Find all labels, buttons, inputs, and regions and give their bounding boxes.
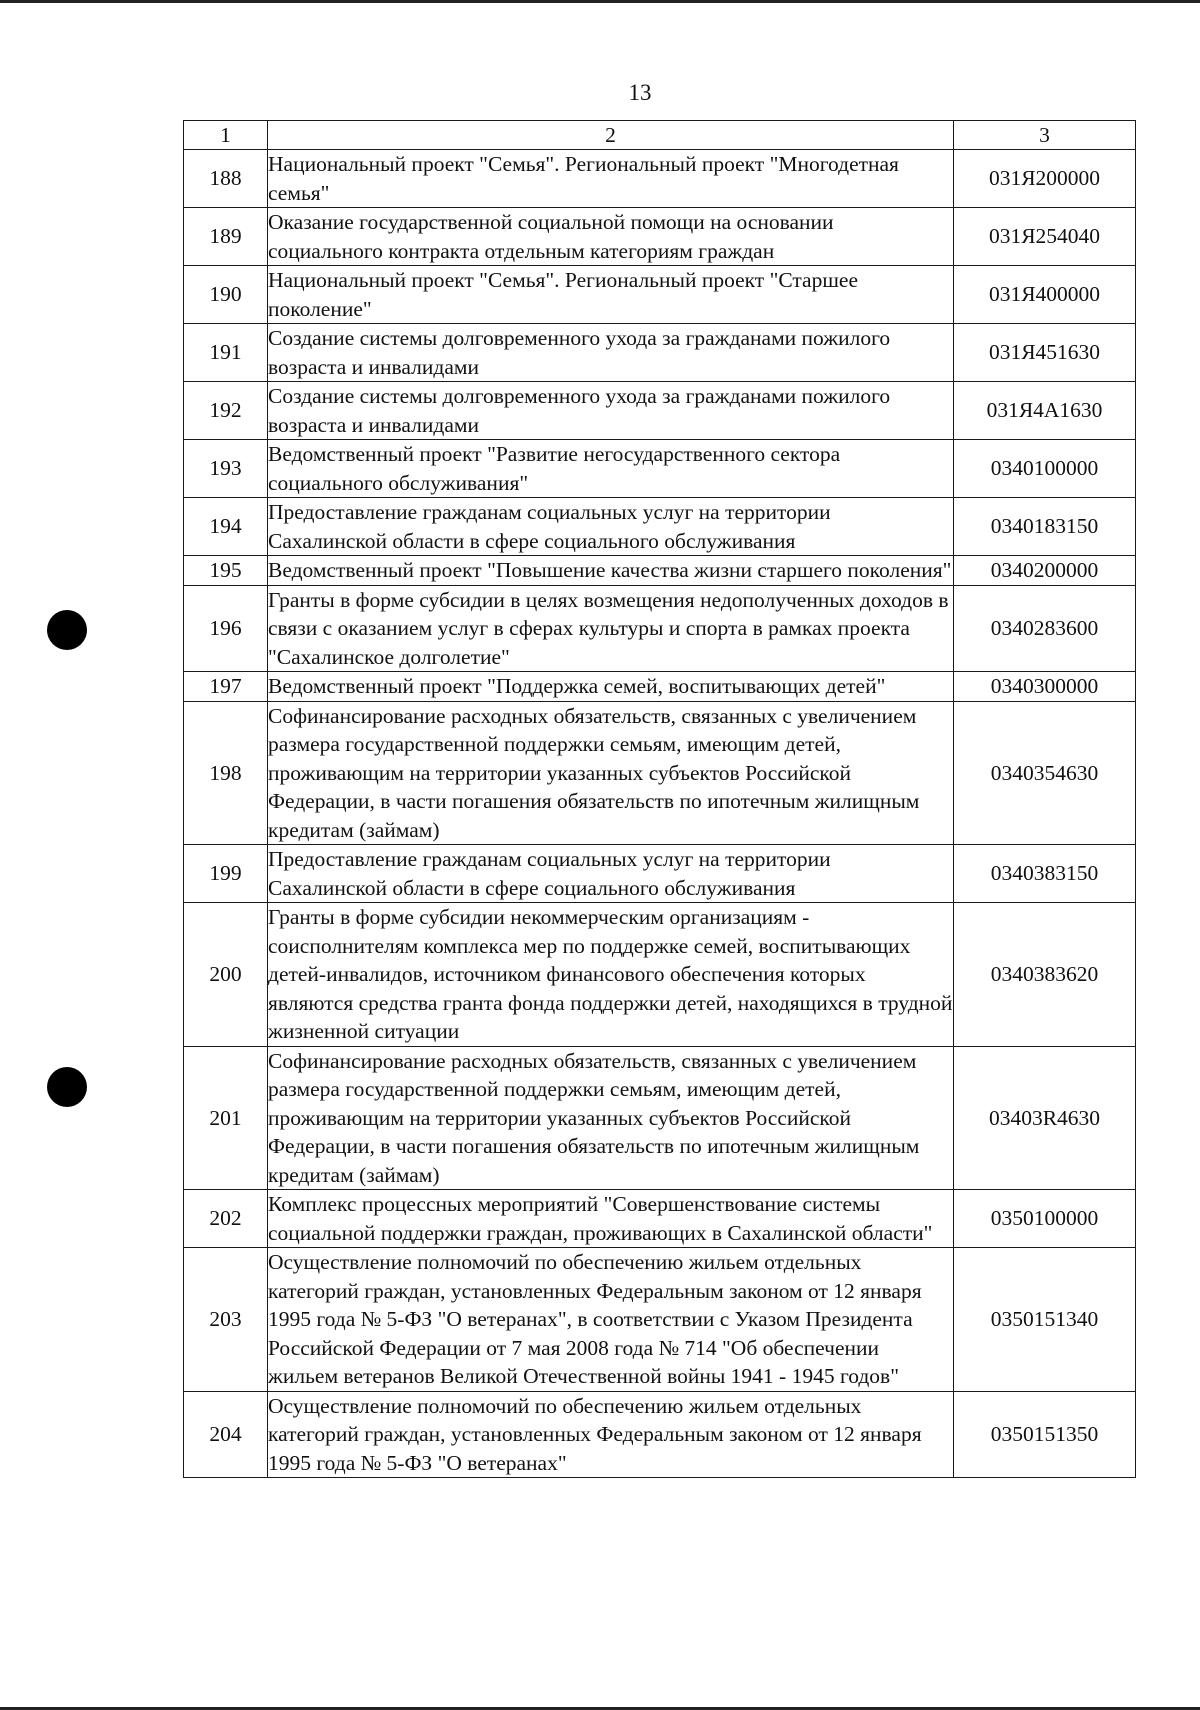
row-number: 202	[184, 1190, 268, 1248]
table-row	[184, 1391, 1136, 1478]
row-number: 201	[184, 1046, 268, 1190]
row-code: 0340200000	[954, 556, 1136, 586]
row-number: 195	[184, 556, 268, 586]
row-name: Предоставление гражданам социальных услуг на территории Сахалинской области в сфере социального обслуживания	[268, 498, 954, 556]
row-name: Национальный проект "Семья". Региональный проект "Многодетная семья"	[268, 150, 954, 208]
table-row	[184, 150, 1136, 208]
table-row	[184, 324, 1136, 382]
table-row	[184, 266, 1136, 324]
row-name: Национальный проект "Семья". Региональный проект "Старшее поколение"	[268, 266, 954, 324]
row-name: Создание системы долговременного ухода за гражданами пожилого возраста и инвалидами	[268, 324, 954, 382]
row-code: 0350151350	[954, 1391, 1136, 1478]
row-code: 03403R4630	[954, 1046, 1136, 1190]
page-number: 13	[628, 80, 652, 105]
table-row	[184, 208, 1136, 266]
row-name: Гранты в форме субсидии в целях возмещения недополученных доходов в связи с оказанием услуг в сферах культуры и спорта в рамках проекта "Сахалинское долголетие"	[268, 585, 954, 672]
row-code: 031Я451630	[954, 324, 1136, 382]
column-header-code: 3	[954, 121, 1136, 150]
row-number: 203	[184, 1248, 268, 1392]
row-name: Софинансирование расходных обязательств, связанных с увеличением размера государственной поддержки семьям, имеющим детей, проживающим на территории указанных субъектов Российской Федерации, в части погашения обязательств по ипотечным жилищным кредитам (займам)	[268, 1046, 954, 1190]
table-row	[184, 1046, 1136, 1190]
row-name: Ведомственный проект "Поддержка семей, воспитывающих детей"	[268, 672, 954, 702]
row-code: 031Я254040	[954, 208, 1136, 266]
row-code: 0350100000	[954, 1190, 1136, 1248]
row-name: Ведомственный проект "Повышение качества жизни старшего поколения"	[268, 556, 954, 586]
scan-edge-top	[0, 0, 1200, 3]
table-row	[184, 845, 1136, 903]
document-table	[183, 120, 1136, 1478]
row-number: 190	[184, 266, 268, 324]
row-name: Предоставление гражданам социальных услуг на территории Сахалинской области в сфере социального обслуживания	[268, 845, 954, 903]
row-number: 204	[184, 1391, 268, 1478]
column-header-number: 1	[184, 121, 268, 150]
table-row	[184, 382, 1136, 440]
row-code: 031Я200000	[954, 150, 1136, 208]
row-name: Гранты в форме субсидии некоммерческим организациям - соисполнителям комплекса мер по поддержке семей, воспитывающих детей-инвалидов, источником финансового обеспечения которых являются средства гранта фонда поддержки детей, находящихся в трудной жизненной ситуации	[268, 903, 954, 1047]
row-number: 189	[184, 208, 268, 266]
row-number: 197	[184, 672, 268, 702]
row-code: 0350151340	[954, 1248, 1136, 1392]
row-code: 0340383620	[954, 903, 1136, 1047]
row-code: 0340100000	[954, 440, 1136, 498]
row-number: 200	[184, 903, 268, 1047]
row-number: 193	[184, 440, 268, 498]
row-number: 192	[184, 382, 268, 440]
row-name: Осуществление полномочий по обеспечению жильем отдельных категорий граждан, установленных Федеральным законом от 12 января 1995 года № 5-ФЗ "О ветеранах", в соответствии с Указом Президента Российской Федерации от 7 мая 2008 года № 714 "Об обеспечении жильем ветеранов Великой Отечественной войны 1941 - 1945 годов"	[268, 1248, 954, 1392]
row-number: 198	[184, 701, 268, 845]
row-name: Комплекс процессных мероприятий "Совершенствование системы социальной поддержки граждан, проживающих в Сахалинской области"	[268, 1190, 954, 1248]
punch-hole	[47, 1067, 87, 1107]
table-row	[184, 585, 1136, 672]
row-number: 196	[184, 585, 268, 672]
row-number: 194	[184, 498, 268, 556]
row-name: Оказание государственной социальной помощи на основании социального контракта отдельным категориям граждан	[268, 208, 954, 266]
table-row	[184, 672, 1136, 702]
row-code: 0340383150	[954, 845, 1136, 903]
row-code: 0340354630	[954, 701, 1136, 845]
table-row	[184, 903, 1136, 1047]
row-code: 0340283600	[954, 585, 1136, 672]
row-name: Осуществление полномочий по обеспечению жильем отдельных категорий граждан, установленных Федеральным законом от 12 января 1995 года № 5-ФЗ "О ветеранах"	[268, 1391, 954, 1478]
row-code: 031Я400000	[954, 266, 1136, 324]
table-row	[184, 498, 1136, 556]
table-row	[184, 556, 1136, 586]
row-name: Ведомственный проект "Развитие негосударственного сектора социального обслуживания"	[268, 440, 954, 498]
row-code: 0340300000	[954, 672, 1136, 702]
row-number: 188	[184, 150, 268, 208]
row-code: 0340183150	[954, 498, 1136, 556]
row-name: Создание системы долговременного ухода за гражданами пожилого возраста и инвалидами	[268, 382, 954, 440]
row-number: 191	[184, 324, 268, 382]
row-number: 199	[184, 845, 268, 903]
table-row	[184, 440, 1136, 498]
row-code: 031Я4А1630	[954, 382, 1136, 440]
table-row	[184, 701, 1136, 845]
column-header-name: 2	[268, 121, 954, 150]
punch-hole	[47, 610, 87, 650]
table-row	[184, 1248, 1136, 1392]
table-header-row	[184, 121, 1136, 150]
table-row	[184, 1190, 1136, 1248]
row-name: Софинансирование расходных обязательств, связанных с увеличением размера государственной поддержки семьям, имеющим детей, проживающим на территории указанных субъектов Российской Федерации, в части погашения обязательств по ипотечным жилищным кредитам (займам)	[268, 701, 954, 845]
